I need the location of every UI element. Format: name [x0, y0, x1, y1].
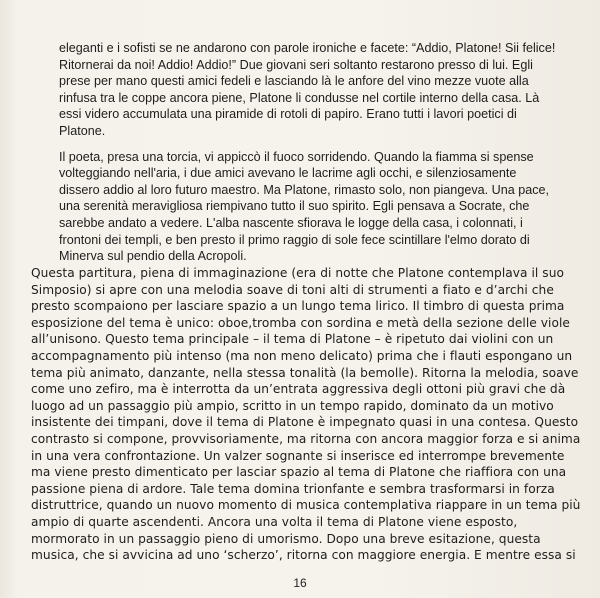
- text-line: Platone.: [59, 123, 106, 138]
- text-line: mormorato in un passaggio pieno di umorismo. Dopo una breve esitazione, questa: [31, 531, 541, 546]
- text-line: Minerva sul pendio della Acropoli.: [59, 249, 247, 264]
- commentary-paragraph: [31, 265, 581, 564]
- text-line: ampio di quarte ascendenti. Ancora una volta il tema di Platone viene esposto,: [31, 514, 518, 529]
- text-line: luogo ad un passaggio più ampio, scritto in un tempo rapido, dominato da un motivo: [31, 398, 554, 413]
- text-line: Questa partitura, piena di immaginazione (era di notte che Platone contemplava il suo: [31, 266, 564, 280]
- text-line: dissero addio al loro futuro maestro. Ma Platone, rimasto solo, non piangeva. Una pace,: [59, 182, 550, 197]
- text-line: distruttrice, quando un nuovo momento di musica contemplativa riappare in un tema più: [31, 498, 581, 513]
- text-line: sarebbe andato a vedere. L'alba nascente sfiorava le logge della casa, i colonnati, i: [59, 215, 523, 230]
- text-line: all’unisono. Questo tema principale – il tema di Platone – è ripetuto dai violini con un: [31, 332, 554, 347]
- text-line: rinfusa tra le coppe ancora piene, Platone li condusse nel cortile interno della casa. Là: [59, 90, 540, 105]
- text-line: tema più animato, danzante, nella stessa tonalità (la bemolle). Ritorna la melodia, soave: [31, 365, 579, 380]
- text-line: in una vera confrontazione. Un valzer sognante si inserisce ed interrompe brevemente: [31, 448, 565, 463]
- text-line: Simposio) si apre con una melodia soave di toni alti di strumenti a fiato e d’archi che: [31, 282, 554, 297]
- quote-paragraph-2: [59, 149, 557, 265]
- body-paragraph: [31, 265, 581, 564]
- text-line: Ritornerai da noi! Addio! Addio!” Due giovani seri soltanto restarono presso di lui. Egli: [59, 57, 533, 72]
- text-line: contrasto si compone, provvisoriamente, ma ritorna con ancora maggior forza e si anima: [31, 431, 581, 446]
- page-number: 16: [293, 576, 307, 590]
- text-line: esposizione del tema è unico: oboe,tromba con sordina e metà della sezione delle viole: [31, 315, 570, 330]
- text-line: volteggiando nell'aria, i due amici avevano le lacrime agli occhi, e silenziosamente: [59, 166, 517, 181]
- text-line: eleganti e i sofisti se ne andarono con parole ironiche e facete: “Addio, Platone! Sii felice!: [59, 41, 556, 55]
- text-line: prese per mano questi amici fedeli e lasciando là le anfore del vino mezze vuote alla: [59, 74, 529, 89]
- quote-paragraph-1: [59, 40, 557, 140]
- text-line: frontoni dei templi, e ben presto il primo raggio di sole fece scintillare l'elmo dorato di: [59, 232, 530, 247]
- text-line: Il poeta, presa una torcia, vi appiccò il fuoco sorridendo. Quando la fiamma si spense: [59, 149, 534, 164]
- text-line: essi videro accumulata una piramide di rotoli di papiro. Erano tutti i lavori poetici di: [59, 107, 517, 122]
- text-line: accompagnamento più intenso (ma non meno delicato) prima che i flauti espongano un: [31, 348, 573, 363]
- text-line: come uno zefiro, ma è interrotta da un’entrata aggressiva degli ottoni più gravi che dà: [31, 382, 566, 397]
- text-line: ma viene presto dimenticato per lasciar spazio al tema di Platone che riaffiora con una: [31, 465, 567, 480]
- text-line: insistente dei timpani, dove il tema di Platone è impegnato quasi in una contesa. Questo: [31, 415, 579, 430]
- text-line: una serenità meravigliosa riempivano tutto il suo spirito. Egli pensava a Socrate, che: [59, 199, 530, 214]
- narrative-quote: [59, 40, 557, 274]
- text-line: presto scompaiono per lasciare spazio a un lungo tema lirico. Il timbro di questa prima: [31, 299, 565, 314]
- text-line: passione piena di ardore. Tale tema domina trionfante e sembra trasformarsi in forza: [31, 481, 555, 496]
- text-line: musica, che si avvicina ad uno ‘scherzo’, ritorna con maggiore energia. E mentre essa si: [31, 548, 576, 563]
